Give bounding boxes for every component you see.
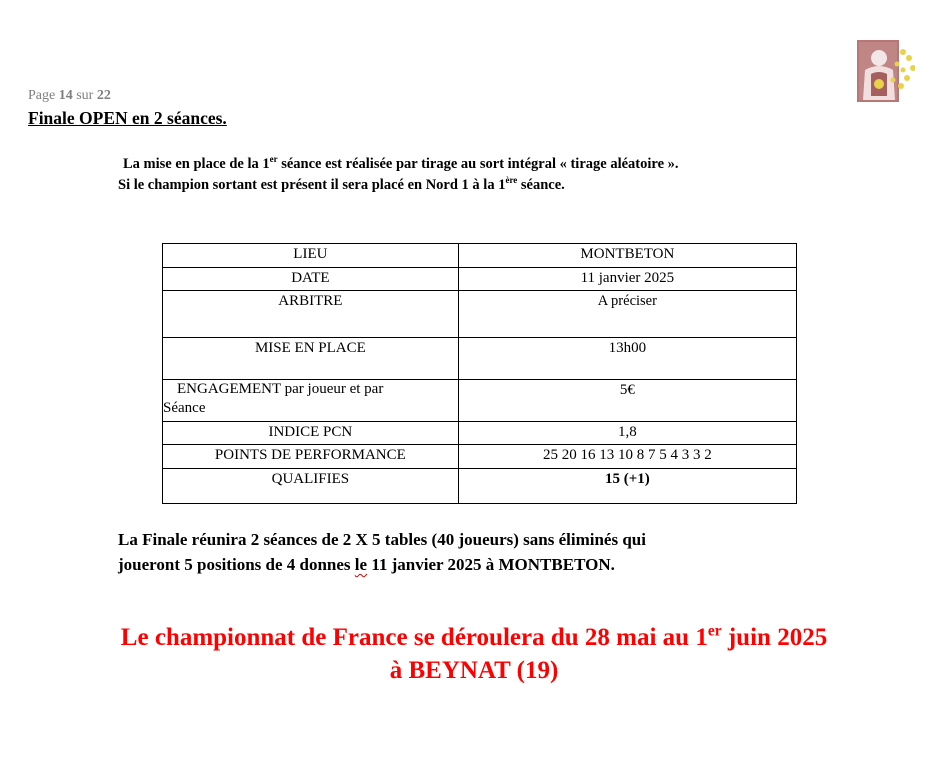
table-label: DATE: [163, 268, 459, 291]
organization-logo-icon: [857, 40, 915, 102]
finale-info-table: [162, 243, 797, 504]
page-word: Page: [28, 88, 56, 103]
championship-announcement: [0, 621, 948, 687]
finale-line-1: La Finale réunira 2 séances de 2 X 5 tables (40 joueurs) sans éliminés qui: [118, 530, 646, 549]
page-sep: sur: [76, 88, 94, 103]
page-number: [28, 88, 111, 104]
table-label: LIEU: [163, 244, 459, 268]
intro-line-1-text-a: La mise en place de la 1: [123, 156, 270, 172]
table-value: 5€: [458, 380, 796, 422]
table-row: [163, 291, 797, 338]
finale-line-2-text-a: joueront 5 positions de 4 donnes: [118, 555, 355, 574]
championship-line-1-text-a: Le championnat de France se déroulera du 28 mai au 1: [120, 624, 708, 651]
logo-graphic: [857, 40, 915, 102]
table-value: 15 (+1): [458, 469, 796, 504]
table-label: INDICE PCN: [163, 422, 459, 445]
table-value: A préciser: [458, 291, 796, 338]
table-row: [163, 380, 797, 422]
intro-line-2-text-b: séance.: [517, 177, 565, 193]
intro-line-1: [123, 156, 679, 173]
finale-line-2-text-b: 11 janvier 2025 à MONTBETON.: [367, 555, 615, 574]
table-row: [163, 445, 797, 469]
table-row: [163, 244, 797, 268]
section-title: Finale OPEN en 2 séances.: [28, 108, 227, 128]
page-current: 14: [58, 88, 73, 103]
table-label: QUALIFIES: [163, 469, 459, 504]
table-row: [163, 268, 797, 291]
table-label-line-2: Séance: [163, 400, 206, 416]
table-value: MONTBETON: [458, 244, 796, 268]
table-value: 11 janvier 2025: [458, 268, 796, 291]
table-label: MISE EN PLACE: [163, 338, 459, 380]
championship-line-1-text-b: juin 2025: [721, 624, 828, 651]
intro-line-2-text-a: Si le champion sortant est présent il sera placé en Nord 1 à la 1: [118, 177, 506, 193]
spellcheck-flagged-word: le: [354, 555, 368, 574]
page-total: 22: [96, 88, 111, 103]
table-label-line-1: ENGAGEMENT par joueur et par: [177, 381, 384, 397]
intro-line-2: [118, 177, 565, 194]
championship-line-1: [0, 621, 948, 654]
finale-line-2: [118, 552, 646, 577]
table-row: [163, 469, 797, 504]
finale-description: [118, 527, 646, 577]
intro-line-2-sup: ère: [505, 175, 518, 186]
intro-line-1-text-b: séance est réalisée par tirage au sort intégral « tirage aléatoire ».: [277, 156, 679, 172]
table-value: 25 20 16 13 10 8 7 5 4 3 3 2: [458, 445, 796, 469]
championship-line-2: à BEYNAT (19): [389, 657, 559, 684]
table-value: 13h00: [458, 338, 796, 380]
table-row: [163, 422, 797, 445]
table-value: 1,8: [458, 422, 796, 445]
table-label: [163, 380, 459, 422]
table-row: [163, 338, 797, 380]
intro-line-1-sup: er: [269, 154, 278, 165]
table-label: POINTS DE PERFORMANCE: [163, 445, 459, 469]
table-label: ARBITRE: [163, 291, 459, 338]
championship-line-1-sup: er: [707, 622, 722, 640]
